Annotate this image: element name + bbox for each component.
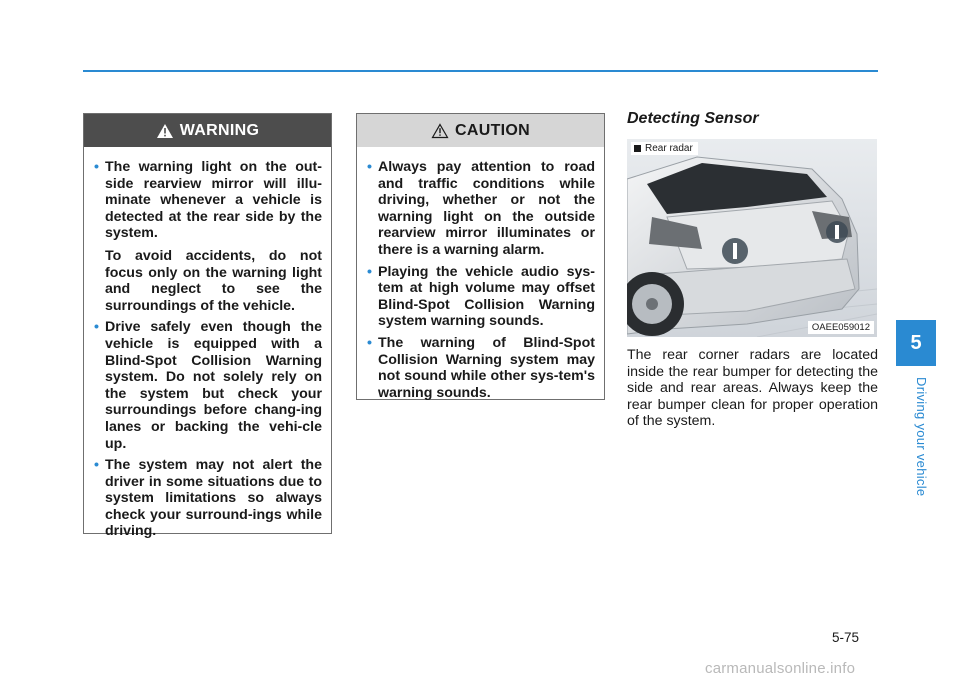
caution-triangle-icon <box>431 123 449 139</box>
warning-box <box>83 113 332 540</box>
page-number: 5-75 <box>832 630 860 645</box>
watermark: carmanualsonline.info <box>705 660 856 677</box>
list-item-text: Playing the vehicle audio sys-tem at high volume may offset Blind-Spot Collision Warning system warning sounds. <box>378 263 595 330</box>
top-rule <box>83 70 878 72</box>
list-item <box>94 319 322 452</box>
warning-triangle-icon <box>156 123 174 139</box>
section-title: Detecting Sensor <box>627 110 759 127</box>
chapter-number-tab: 5 <box>896 320 936 366</box>
caution-header <box>357 114 604 147</box>
square-bullet-icon <box>634 145 641 152</box>
rear-radar-figure <box>627 139 877 337</box>
caution-title: CAUTION <box>455 121 530 139</box>
caution-box <box>356 113 605 400</box>
list-item-text: Always pay attention to road and traffic conditions while driving, whether or not the warning light on the outside rearview mirror illuminates or there is a warning alarm. <box>378 159 595 258</box>
radar-marker-left <box>722 238 748 264</box>
figure-code: OAEE059012 <box>808 321 874 334</box>
figure-label <box>631 142 698 155</box>
chapter-title: Driving your vehicle <box>914 377 929 497</box>
radar-marker-right <box>826 221 848 243</box>
figure-label-text: Rear radar <box>645 143 693 154</box>
list-item-text: The warning of Blind-Spot Collision Warning system may not sound while other sys-tem's warning sounds. <box>378 334 595 401</box>
bullet-icon: • <box>367 334 372 351</box>
list-item-extra-text: To avoid accidents, do not focus only on the warning light and neglect to see the surroundings of the vehicle. <box>105 247 322 314</box>
list-item <box>367 159 595 259</box>
list-item <box>367 334 595 401</box>
list-item <box>367 263 595 330</box>
warning-list <box>84 147 331 540</box>
bullet-icon: • <box>94 319 99 336</box>
warning-header <box>84 114 331 147</box>
bullet-icon: • <box>367 263 372 280</box>
caution-list <box>357 147 604 401</box>
list-item <box>94 457 322 540</box>
list-item-text: Drive safely even though the vehicle is equipped with a Blind-Spot Collision Warning system. Do not solely rely on the system but check your surroundings before chang-ing lanes or backing the vehi-cle up. <box>105 319 322 452</box>
list-item <box>94 159 322 314</box>
warning-title: WARNING <box>179 121 260 139</box>
section-body: The rear corner radars are located inside the rear bumper for detecting the side and rear areas. Always keep the rear bumper clean for proper operation of the system. <box>627 347 878 430</box>
car-rear-illustration <box>627 139 877 337</box>
bullet-icon: • <box>367 159 372 175</box>
list-item-text: The system may not alert the driver in some situations due to system limitations so always check your surround-ings while driving. <box>105 457 322 540</box>
list-item-text: The warning light on the out-side rearview mirror will illu-minate whenever a vehicle is detected at the rear side by the system. <box>105 159 322 242</box>
bullet-icon: • <box>94 457 99 474</box>
bullet-icon: • <box>94 159 99 175</box>
